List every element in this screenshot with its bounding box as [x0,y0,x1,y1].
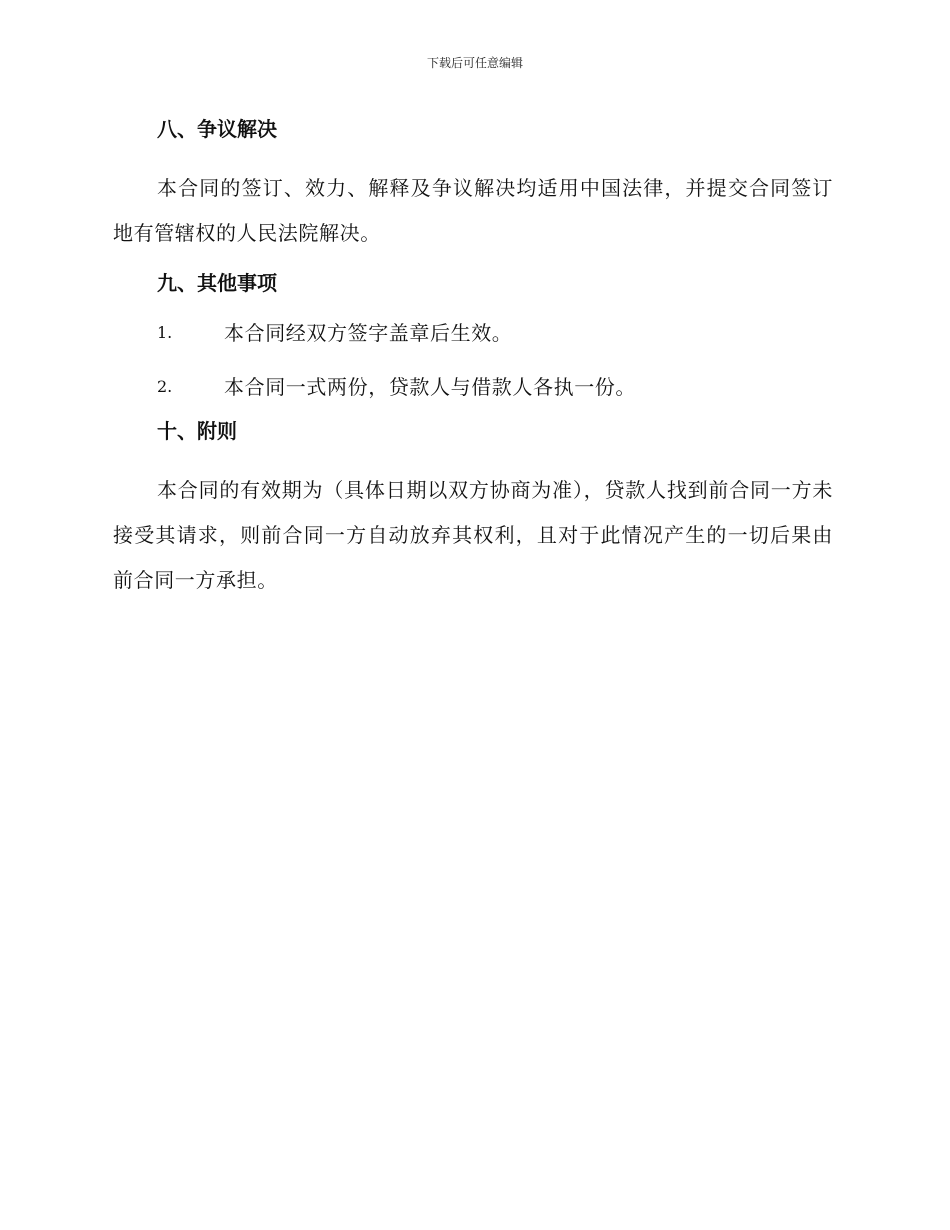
section-heading-supplementary: 十、附则 [157,419,237,443]
list-item-text: 本合同经双方签字盖章后生效。 [224,321,513,345]
paragraph-dispute: 本合同的签订、效力、解释及争议解决均适用中国法律，并提交合同签订地有管辖权的人民法院解决。 [113,176,833,245]
spacer [113,146,833,166]
list-item [113,360,833,414]
section-heading-dispute: 八、争议解决 [157,117,277,141]
paragraph-supplementary: 本合同的有效期为（具体日期以双方协商为准），贷款人找到前合同一方未接受其请求，则前合同一方自动放弃其权利，且对于此情况产生的一切后果由前合同一方承担。 [113,478,833,592]
spacer [113,448,833,468]
spacer [113,256,833,266]
document-content [113,112,833,603]
list-item-text: 本合同一式两份，贷款人与借款人各执一份。 [224,375,636,399]
list-item-number: 1. [157,323,173,342]
section-heading-other: 九、其他事项 [157,271,277,295]
header-note: 下载后可任意编辑 [426,56,523,70]
list-item-number: 2. [157,377,173,396]
list-item [113,306,833,360]
